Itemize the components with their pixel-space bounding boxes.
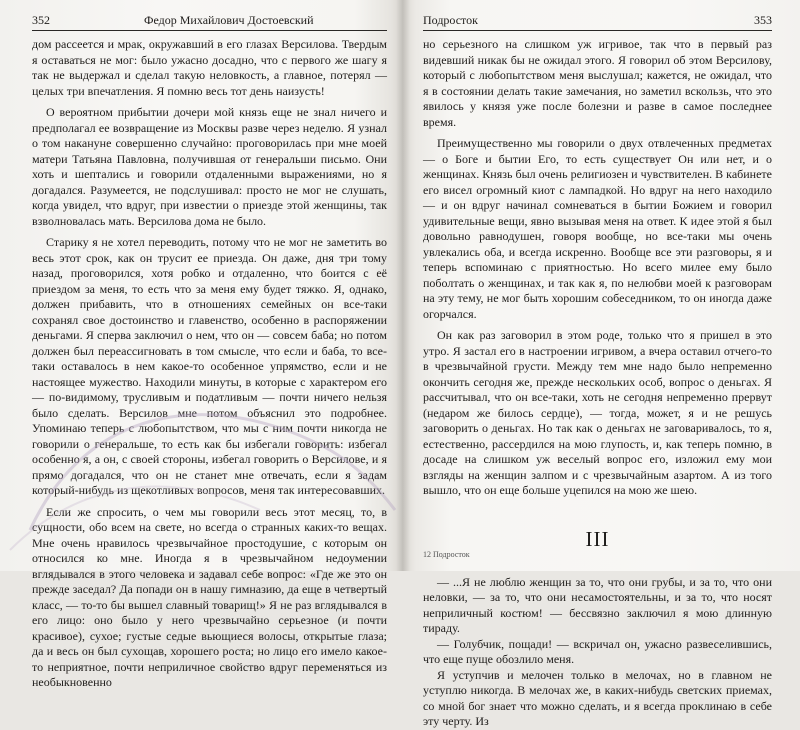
left-page-number: 352: [32, 13, 50, 27]
paragraph: Если же спросить, о чем мы говорили весь этот месяц, то, в сущности, обо всем на свете, но всегда о странных каких-то вещах. Мне очень нравилось чрезвычайное простодушие, с которым он относился ко мне. Иногда я в чрезвычайном недоумении вглядывался в этого человека и задавал себе вопрос: «Где же это он прежде заседал? Да попади он в нашу гимназию, да еще в четвертый класс, — то-то бы вышел славный товарищ!» Я не раз вглядывался в его лицо: оно было у него чрезвычайно серьезное (и почти красивое), сухое; густые седые вьющиеся волосы, открытые глаза; да и весь он был сухощав, хорошего роста; но лицо его имело какое-то неприятное, почти неприличное свойство вдруг переменяться из необыкновенно: [32, 504, 387, 689]
paragraph: — ...Я не люблю женщин за то, что они грубы, и за то, что они неловки, — за то, что они несамостоятельны, и за то, что носят неприличный костюм! — бессвязно заключил я мою длинную тираду.: [423, 574, 772, 635]
paragraph: Он как раз заговорил в этом роде, только что я пришел в это утро. Я застал его в настроении игривом, а вчера оставил отчего-то в чрезвычайной грусти. Между тем мне надо было непременно окончить сегодня же, прежде нескольких особ, вопрос о деньгах. Я рассчитывал, что он все-таки, хоть не сегодня непременно прервут (недаром же билось сердце), — тогда, может, я и не решусь заговорить о деньгах. Но так как о деньгах не заговаривалось, то я, естественно, рассердился на мою глупость, и, как теперь помню, в досаде на слишком уж веселый вопрос его, изложил ему мои взгляды на женщин залпом и с чрезвычайным азартом. А из того вышло, что он еще больше уцепился на мою же шею.: [423, 328, 772, 497]
right-running-head: [423, 10, 772, 31]
paragraph: — Голубчик, пощади! — вскричал он, ужасно развеселившись, что еще пуще обозлило меня.: [423, 636, 772, 666]
paragraph: Я уступчив и мелочен только в мелочах, но в главном не уступлю никогда. В мелочах же, в каких-нибудь светских приемах, со мной бог знает что можно сделать, и я всегда проклинаю в себе эту черту. Из: [423, 667, 772, 728]
chapter-heading: III: [585, 526, 610, 551]
paragraph: Старику я не хотел переводить, потому что не мог не заметить во весь этот срок, как он трусит ее приезда. Он даже, дня три тому назад, проговорился, хотя робко и отдаленно, что боится с её приездом за меня, то есть что за меня ему будет тяжко. Я, однако, должен прибавить, что в отношениях семейных он все-таки сохранял свое достоинство и главенство, особенно в распоряжении деньгами. Я сперва заключил о нем, что он — совсем баба; но потом должен был переассигновать в том смысле, что если и баба, то все-таки оставалось в нем какое-то особенное упрямство, если и не настоящее мужество. Находили минуты, в которые с характером его — по-видимому, трусливым и податливым — почти ничего нельзя было сделать. Версилов мне потом объяснил это подробнее. Упоминаю теперь с любопытством, что мы с ним почти никогда не говорили о генеральше, то есть как бы избегали говорить: избегал особенно я, а он, с своей стороны, избегал говорить о Версилове, и я прямо догадался, что он не станет мне отвечать, если я задам который-нибудь из щекотливых вопросов, меня так интересовавших.: [32, 235, 387, 497]
paragraph: Преимущественно мы говорили о двух отвлеченных предметах — о Боге и бытии Его, то есть существует Он или нет, и о женщинах. Князь был очень религиозен и чувствителен. В кабинете его висел огромный киот с лампадкой. Но вдруг на него находило — и он вдруг начинал сомневаться в бытии Божием и говорил удивительные вещи, явно вызывая меня на ответ. К идее этой я был довольно равнодушен, говоря вообще, но все-таки мы очень увлекались оба, и всегда искренно. Вообще все эти разговоры, я и теперь вспоминаю с приятностью. Но всего милее ему было поболтать о женщинах, и так как я, по нелюбви моей к разговорам на эту тему, не мог быть хорошим собеседником, то он иногда даже огорчался.: [423, 136, 772, 321]
left-page: [0, 0, 403, 689]
right-text-column: [423, 37, 772, 730]
left-text-column: [32, 37, 387, 691]
left-running-title: Федор Михайлович Достоевский: [144, 13, 314, 27]
paragraph: дом рассеется и мрак, окружавший в его глазах Версилова. Твердым я оставаться не мог: было ужасно досадно, что с первого же шагу я так не выдержал и сделал такую неловкость, а главное, потерял — целых три впечатления. Я помню весь тот день наизусть!: [32, 37, 387, 98]
signature-mark: 12 Подросток: [423, 550, 470, 559]
right-running-title: Подросток: [423, 13, 478, 27]
right-page-number: 353: [754, 13, 772, 27]
right-page: [403, 0, 800, 728]
left-running-head: [32, 10, 387, 31]
paragraph: но серьезного на слишком уж игривое, так что в первый раз видевший никак бы не ожидал этого. Я говорил об этом Версилову, который с любопытством меня выслушал; кажется, не ожидал, что я в состоянии делать такие замечания, но заметил вскользь, что это явилось у князя уже после болезни и разве в самое последнее время.: [423, 37, 772, 129]
paragraph: О вероятном прибытии дочери мой князь еще не знал ничего и предполагал ее возвращение из Москвы разве через неделю. Я узнал о том накануне совершенно случайно: проговорилась при мне моей матери Татьяна Павловна, получившая от генеральши письмо. Они хоть и шептались и говорили отдаленными выражениями, но я догадался. Разумеется, не подслушивал: просто не мог не слушать, когда увидел, что вдруг, при известии о приезде этой женщины, так взволновалась мать. Версилова дома не было.: [32, 105, 387, 228]
